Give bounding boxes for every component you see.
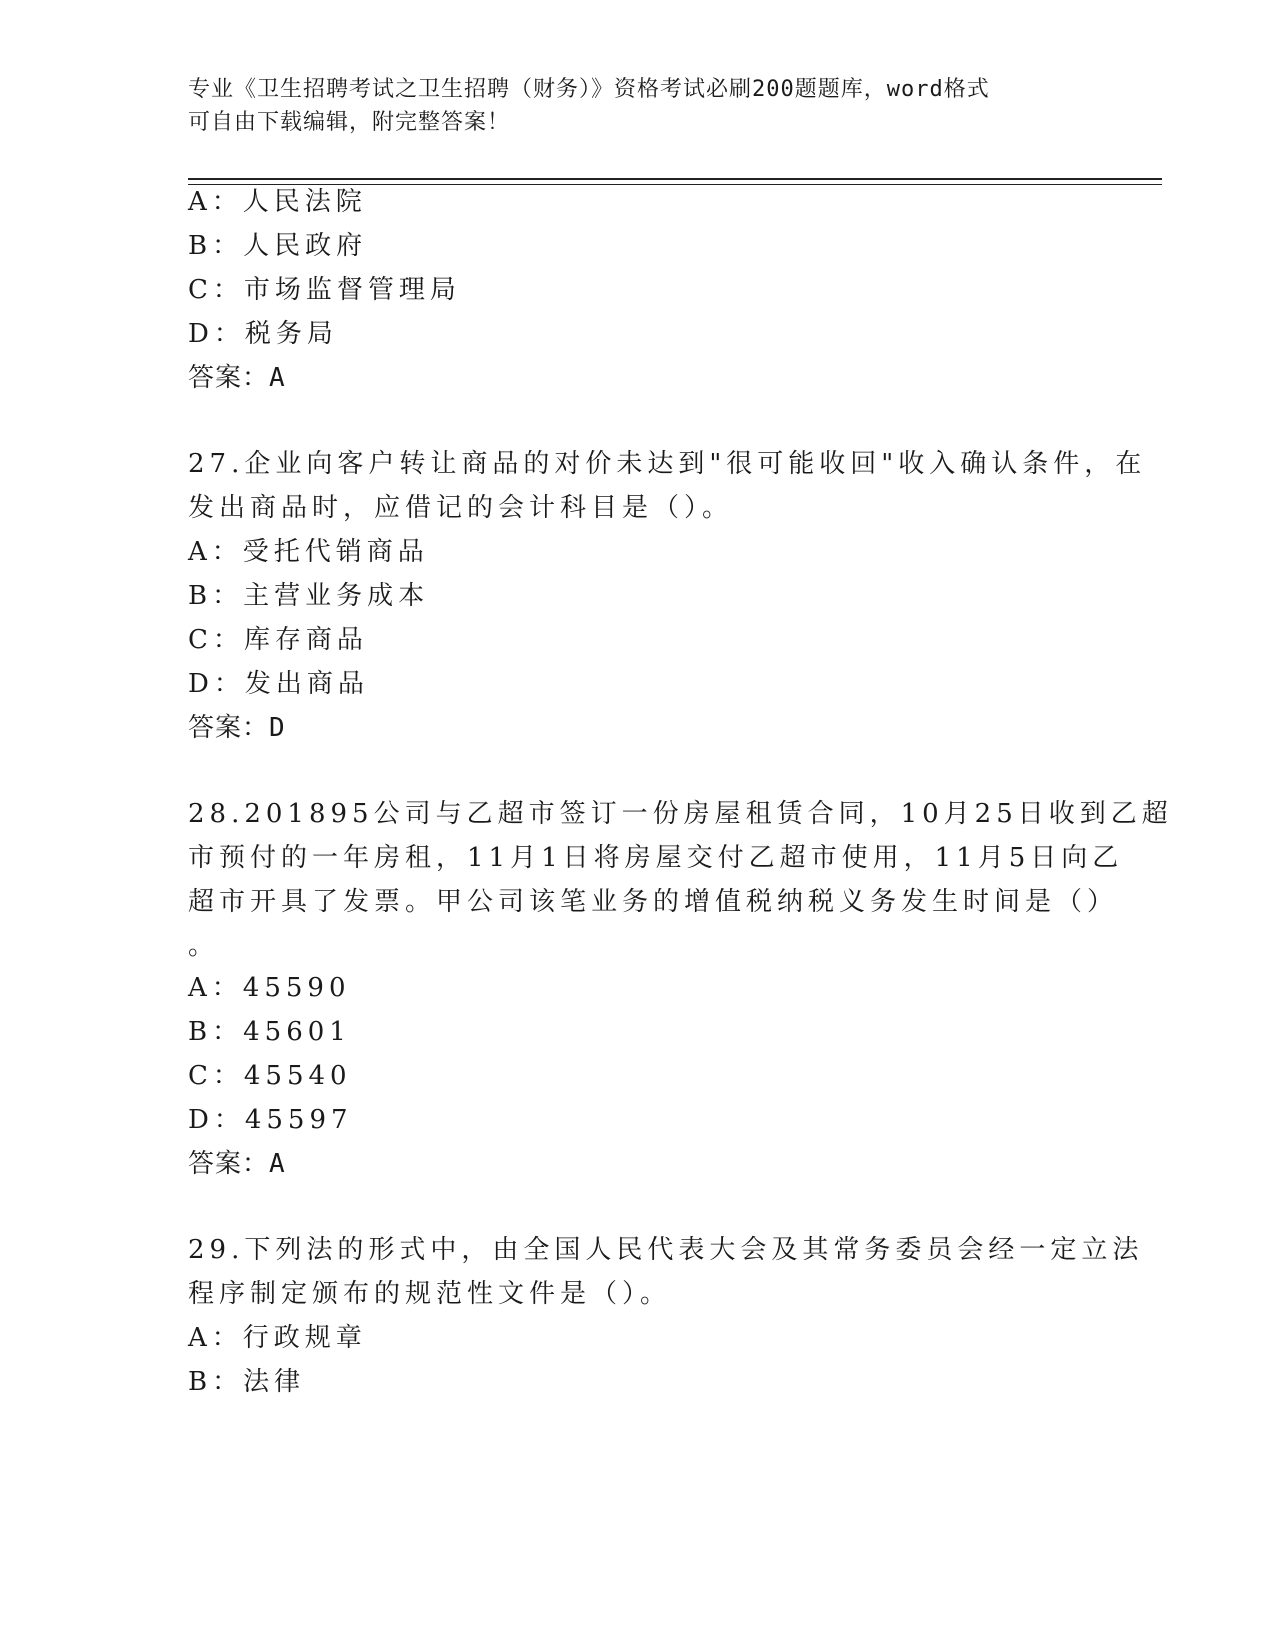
q26-option-c: C：市场监督管理局 xyxy=(188,275,461,305)
q28-option-a: A：45590 xyxy=(188,973,351,1003)
q27-option-d: D：发出商品 xyxy=(188,669,369,699)
q26-option-d: D：税务局 xyxy=(188,319,338,349)
q28-option-d: D：45597 xyxy=(188,1105,353,1135)
header-line-2: 可自由下载编辑，附完整答案！ xyxy=(188,110,511,135)
q29-stem-line-2: 程序制定颁布的规范性文件是（）。 xyxy=(188,1279,672,1309)
q27-option-a: A：受托代销商品 xyxy=(188,537,429,567)
q28-stem-line-3: 超市开具了发票。甲公司该笔业务的增值税纳税义务发生时间是（） xyxy=(188,887,1119,917)
q27-option-c: C：库存商品 xyxy=(188,625,368,655)
header-line-1: 专业《卫生招聘考试之卫生招聘（财务）》资格考试必刷200题题库，word格式 xyxy=(188,77,990,102)
header-divider xyxy=(188,178,1162,180)
q26-option-b: B：人民政府 xyxy=(188,231,368,261)
document-header xyxy=(188,73,1068,139)
q27-answer: 答案：D xyxy=(188,713,286,743)
q28-option-c: C：45540 xyxy=(188,1061,352,1091)
q28-option-b: B：45601 xyxy=(188,1017,351,1047)
q28-stem-line-4: 。 xyxy=(188,931,220,961)
q26-option-a: A：人民法院 xyxy=(188,187,367,217)
q29-option-b: B：法律 xyxy=(188,1367,306,1397)
q29-option-a: A：行政规章 xyxy=(188,1323,367,1353)
q28-stem-line-2: 市预付的一年房租，11月1日将房屋交付乙超市使用，11月5日向乙 xyxy=(188,843,1124,873)
q26-answer: 答案：A xyxy=(188,363,286,393)
q29-stem-line-1: 29.下列法的形式中，由全国人民代表大会及其常务委员会经一定立法 xyxy=(188,1235,1144,1265)
q27-stem-line-2: 发出商品时，应借记的会计科目是（）。 xyxy=(188,493,734,523)
q28-answer: 答案：A xyxy=(188,1149,286,1179)
q27-option-b: B：主营业务成本 xyxy=(188,581,430,611)
q28-stem-line-1: 28.201895公司与乙超市签订一份房屋租赁合同，10月25日收到乙超 xyxy=(188,799,1173,829)
q27-stem-line-1: 27.企业向客户转让商品的对价未达到"很可能收回"收入确认条件，在 xyxy=(188,449,1147,479)
